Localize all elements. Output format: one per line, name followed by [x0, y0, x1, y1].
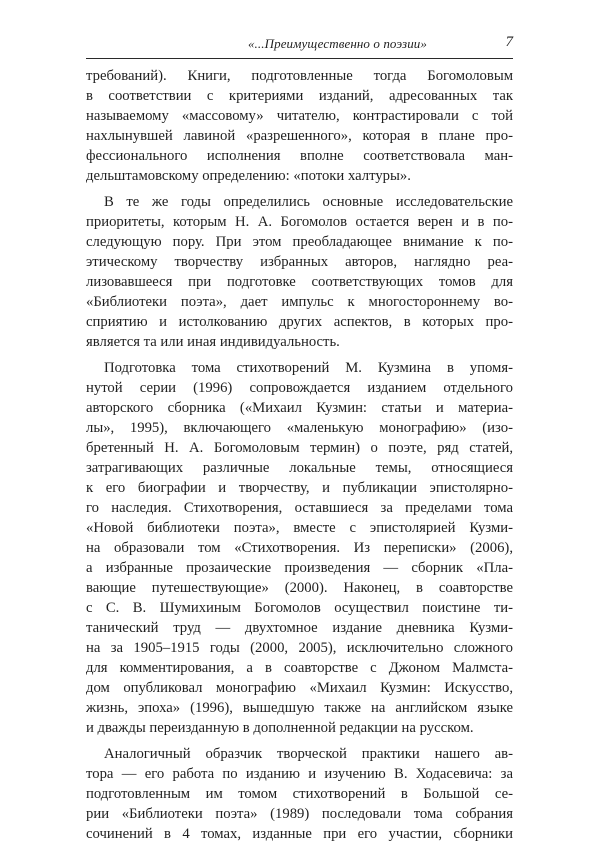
text-line: дом опубликовал монографию «Михаил Кузмин: Искусство,	[86, 680, 513, 696]
text-line: сприятию и истолкованию других аспектов, в которых про-	[86, 314, 513, 330]
paragraph	[86, 744, 513, 844]
text-line: танический труд — двухтомное издание дневника Кузми-	[86, 620, 513, 636]
text-line: на за 1905–1915 годы (2000, 2005), исключительно сложного	[86, 640, 513, 656]
text-line: Аналогичный образчик творческой практики нашего ав-	[104, 746, 513, 762]
text-line: а избранные прозаические произведения — сборник «Пла-	[86, 560, 513, 576]
paragraph	[86, 358, 513, 738]
text-line: авторского сборника («Михаил Кузмин: статьи и материа-	[86, 400, 513, 416]
text-line: на образовали том «Стихотворения. Из переписки» (2006),	[86, 540, 513, 556]
paragraph	[86, 66, 513, 186]
text-line: с С. В. Шумихиным Богомолов осуществил поистине ти-	[86, 600, 513, 616]
running-header	[86, 34, 513, 59]
text-line: «Новой библиотеки поэта», вместе с эпистолярией Кузми-	[86, 520, 513, 536]
text-line: затрагивающих различные локальные темы, относящиеся	[86, 460, 513, 476]
text-line: требований). Книги, подготовленные тогда Богомоловым	[86, 68, 513, 84]
text-line: этическому творчеству избранных авторов, наглядно реа-	[86, 254, 513, 270]
text-line: фессионального исполнения вполне соответствовала ман-	[86, 148, 513, 164]
text-line: вающие путешествующие» (2000). Наконец, в соавторстве	[86, 580, 513, 596]
text-line: является та или иная индивидуальность.	[86, 334, 340, 350]
text-line: тора — его работа по изданию и изучению В. Ходасевича: за	[86, 766, 513, 782]
text-line: дельштамовскому определению: «потоки халтуры».	[86, 168, 411, 184]
text-line: подготовленным им томом стихотворений в Большой се-	[86, 786, 513, 802]
text-line: приоритеты, которым Н. А. Богомолов остается верен и в по-	[86, 214, 513, 230]
text-line: жизнь, эпоха» (1996), вышедшую также на английском языке	[86, 700, 513, 716]
text-line: сочинений в 4 томах, изданные при его участии, сборники	[86, 826, 513, 842]
paragraph	[86, 192, 513, 352]
text-line: рии «Библиотеки поэта» (1989) последовали тома собрания	[86, 806, 513, 822]
text-line: лизовавшееся при подготовке соответствующих томов для	[86, 274, 513, 290]
text-line: В те же годы определились основные исследовательские	[104, 194, 513, 210]
text-line: нахлынувшей лавиной «разрешенного», которая в плане про-	[86, 128, 513, 144]
text-line: «Библиотеки поэта», дает импульс к многостороннему во-	[86, 294, 513, 310]
text-line: называемому «массовому» читателю, контрастировали с той	[86, 108, 513, 124]
text-line: к его биографии и творчеству, и публикации эпистолярно-	[86, 480, 513, 496]
text-line: го наследия. Стихотворения, оставшиеся за пределами тома	[86, 500, 513, 516]
text-line: Подготовка тома стихотворений М. Кузмина в упомя-	[104, 360, 513, 376]
text-line: лы», 1995), включающего «маленькую монографию» (изо-	[86, 420, 513, 436]
text-line: для комментирования, а в соавторстве с Джоном Малмста-	[86, 660, 513, 676]
text-line: нутой серии (1996) сопровождается изданием отдельного	[86, 380, 513, 396]
text-line: и дважды переизданную в дополненной редакции на русском.	[86, 720, 474, 736]
text-line: в соответствии с критериями изданий, адресованных так	[86, 88, 513, 104]
page-number: 7	[505, 34, 513, 50]
body-text	[86, 66, 513, 844]
text-line: следующую пору. При этом преобладающее внимание к по-	[86, 234, 513, 250]
running-title: «...Преимущественно о поэзии»	[247, 36, 427, 51]
text-line: бретенный Н. А. Богомоловым термин) о поэте, ряд статей,	[86, 440, 513, 456]
